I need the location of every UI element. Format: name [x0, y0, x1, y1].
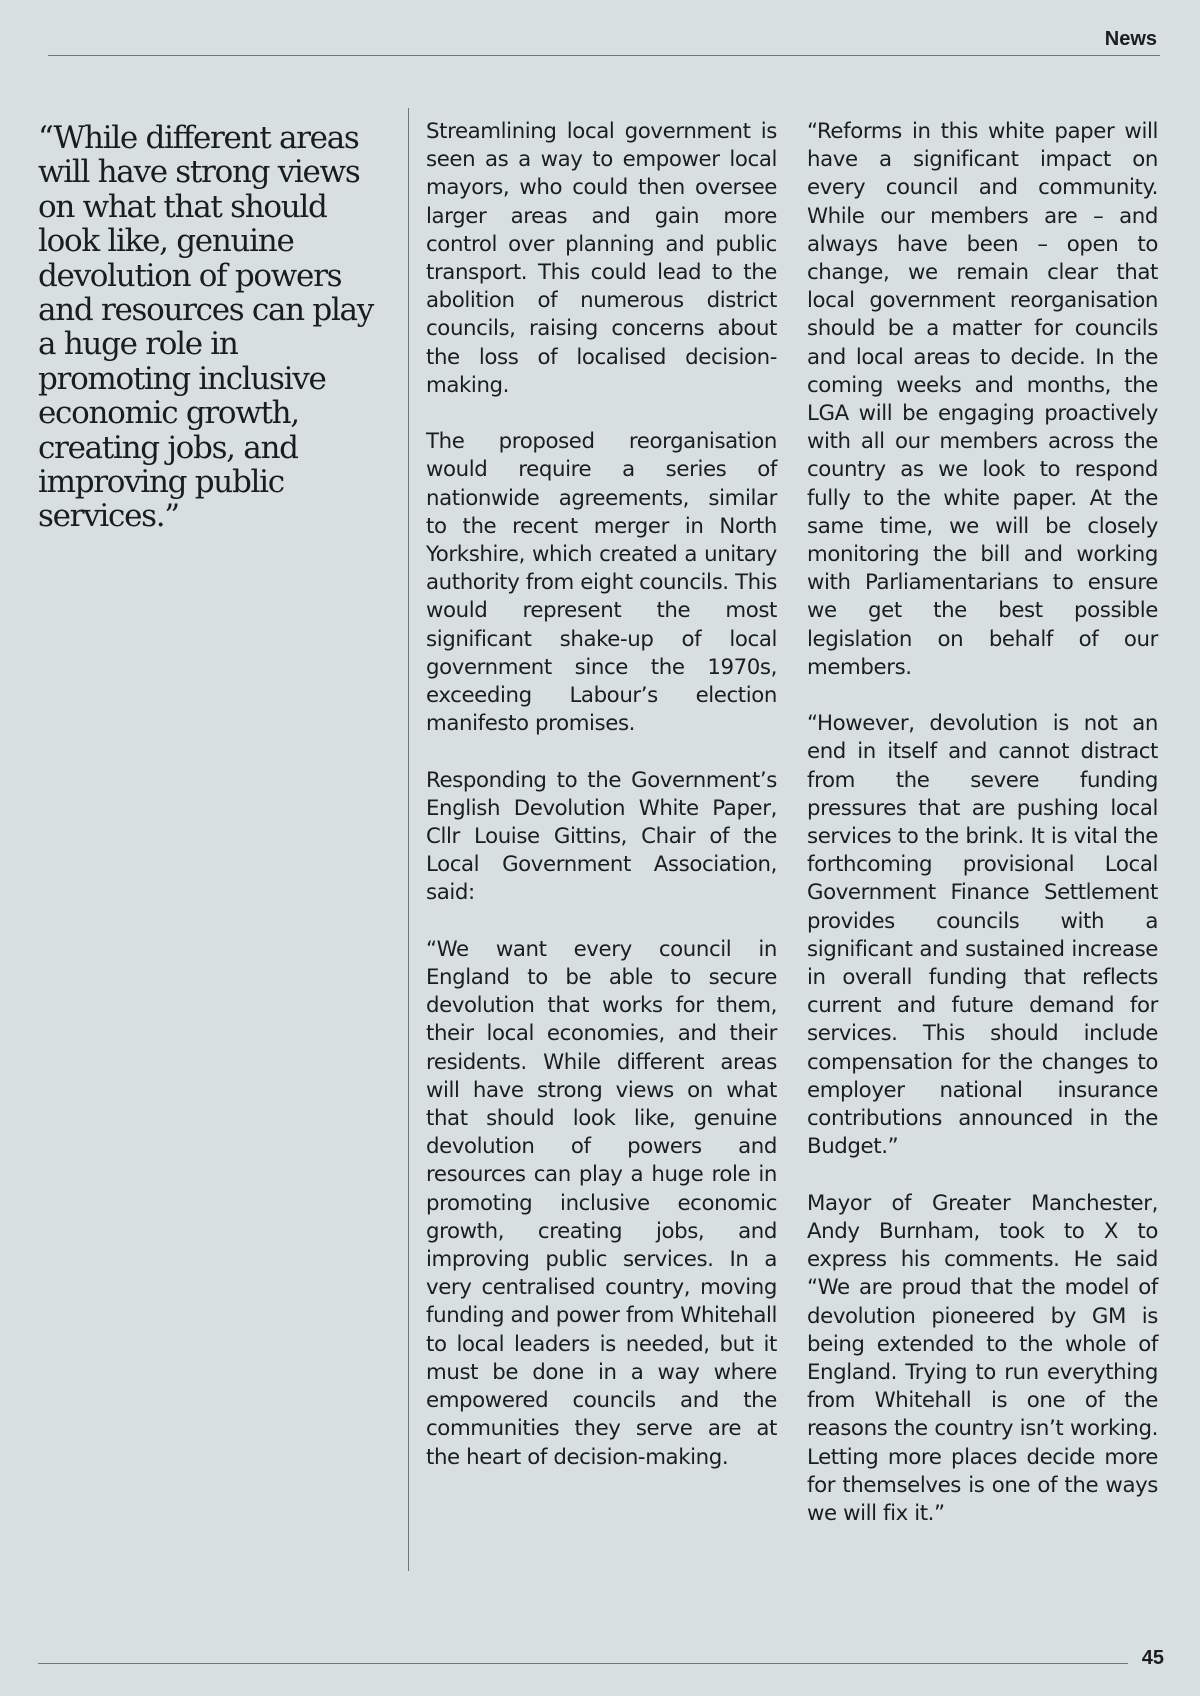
paragraph: “However, devolution is not an end in itself and cannot distract from the severe funding pressures that are pushing local services to the brink. It is vital the forthcoming provisional Local Government Finance Settlement provides councils with a significant and sustained increase in overall funding that reflects current and future demand for services. This should include compensation for the changes to employer national insurance contributions announced in the Budget.”: [807, 711, 1158, 1160]
paragraph: The proposed reorganisation would require a series of nationwide agreements, similar to the recent merger in North Yorkshire, which created a unitary authority from eight councils. This would represent the most significant shake-up of local government since the 1970s, exceeding Labour’s election manifesto promises.: [426, 429, 777, 737]
header-rule: [48, 55, 1160, 56]
paragraph: Responding to the Government’s English Devolution White Paper, Cllr Louise Gittins, Chair of the Local Government Association, said:: [426, 767, 777, 906]
page-number: 45: [1141, 1647, 1164, 1669]
section-label: News: [1104, 28, 1157, 50]
article-column-1: [426, 118, 777, 1500]
pull-quote: “While different areas will have strong views on what that should look like, genuine devolution of powers and resources can play a huge role in promoting inclusive economic growth, creating jobs, and improving public services.”: [38, 120, 373, 535]
paragraph: Mayor of Greater Manchester, Andy Burnham, took to X to express his comments. He said “We are proud that the model of devolution pioneered by GM is being extended to the whole of England. Trying to run everything from Whitehall is one of the reasons the country isn’t working. Letting more places decide more for themselves is one of the ways we will fix it.”: [807, 1190, 1158, 1526]
paragraph: “Reforms in this white paper will have a significant impact on every council and community. While our members are – and always have been – open to change, we remain clear that local government reorganisation should be a matter for councils and local areas to decide. In the coming weeks and months, the LGA will be engaging proactively with all our members across the country as we look to respond fully to the white paper. At the same time, we will be closely monitoring the bill and working with Parliamentarians to ensure we get the best possible legislation on behalf of our members.: [807, 119, 1158, 680]
article-column-2: [807, 118, 1158, 1556]
column-divider: [408, 108, 409, 1571]
paragraph: Streamlining local government is seen as a way to empower local mayors, who could then oversee larger areas and gain more control over planning and public transport. This could lead to the abolition of numerous district councils, raising concerns about the loss of localised decision-making.: [426, 119, 777, 398]
paragraph: “We want every council in England to be able to secure devolution that works for them, their local economies, and their residents. While different areas will have strong views on what that should look like, genuine devolution of powers and resources can play a huge role in promoting inclusive economic growth, creating jobs, and improving public services. In a very centralised country, moving funding and power from Whitehall to local leaders is needed, but it must be done in a way where empowered councils and the communities they serve are at the heart of decision-making.: [426, 936, 777, 1470]
footer-rule: [38, 1663, 1128, 1664]
